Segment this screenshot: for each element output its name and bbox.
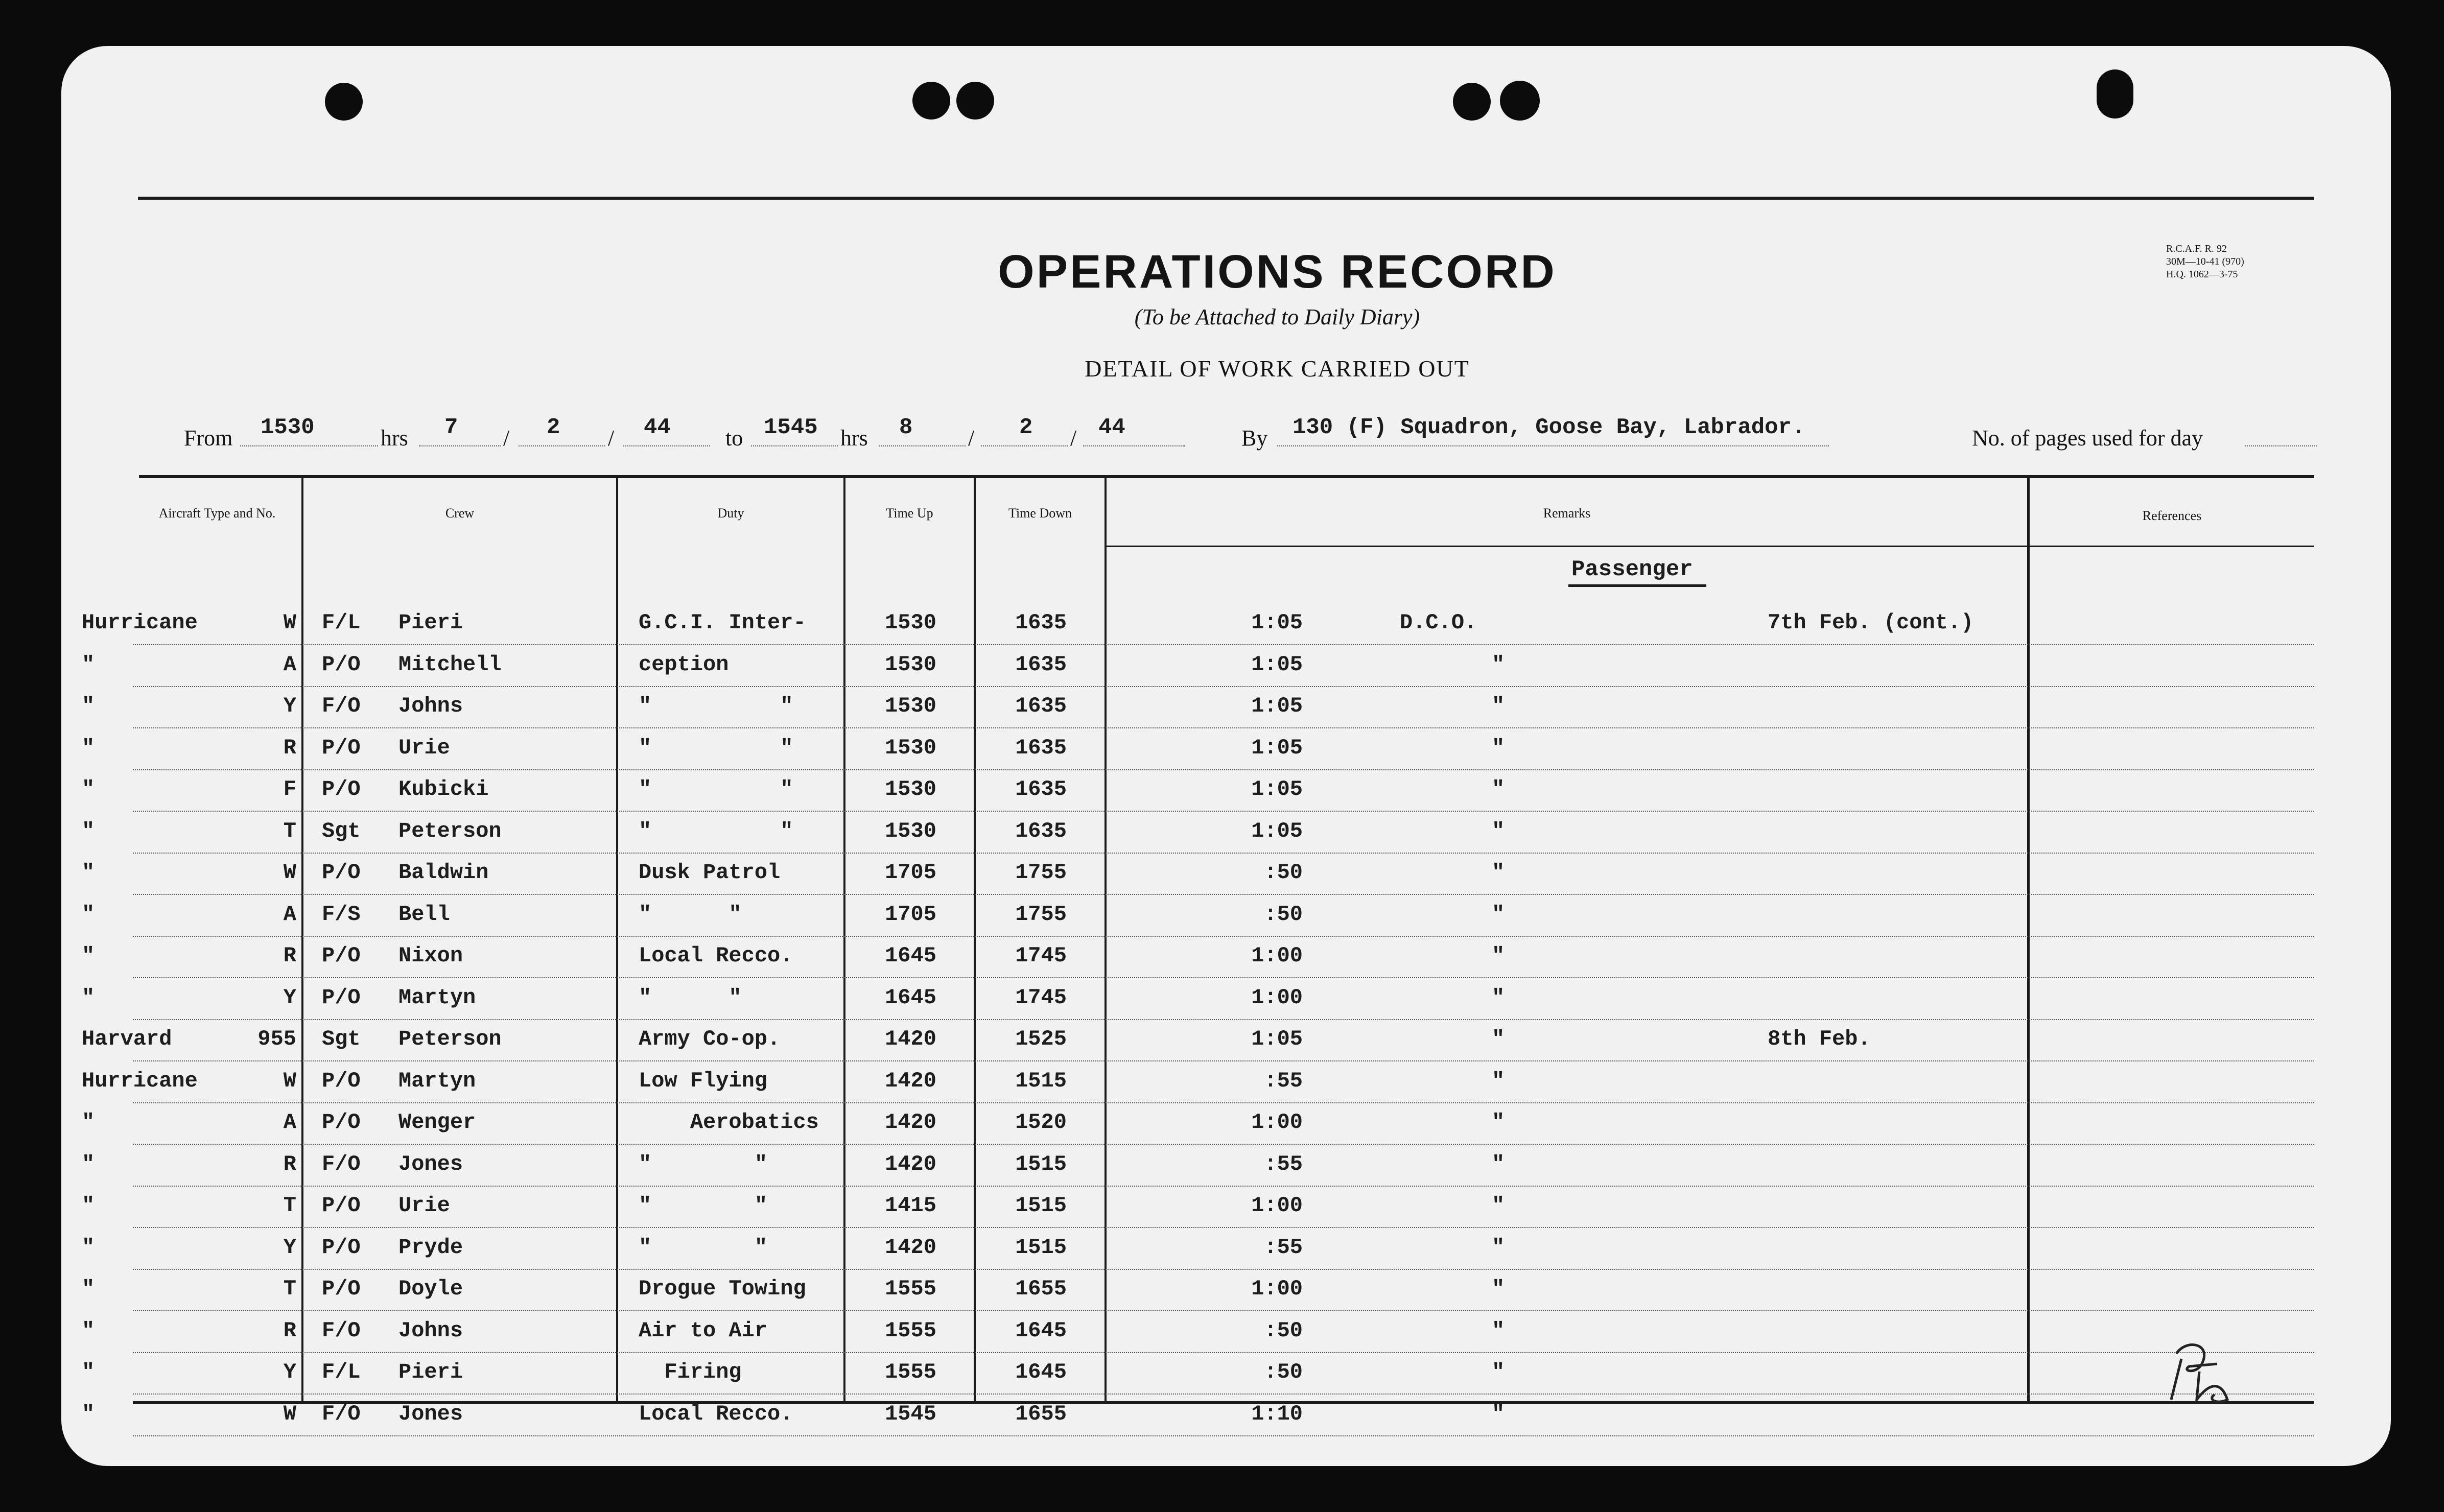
cell-no: A (283, 652, 296, 677)
header-time-up: Time Up (886, 506, 933, 521)
cell-no: Y (283, 1360, 296, 1384)
from-day: 7 (444, 415, 458, 440)
cell-dur: 1:00 (1251, 943, 1303, 968)
cell-rank: P/O (322, 652, 361, 677)
row-rule (133, 644, 2314, 645)
row-rule (133, 1227, 2314, 1228)
cell-up: 1530 (885, 818, 936, 843)
cell-down: 1635 (1015, 818, 1067, 843)
punch-hole (2097, 69, 2133, 119)
cell-no: W (283, 860, 296, 885)
cell-type: Hurricane (82, 1068, 198, 1093)
passenger-label: Passenger (1571, 557, 1693, 582)
cell-down: 1745 (1015, 985, 1067, 1010)
cell-up: 1705 (885, 860, 936, 885)
date-separator: / (968, 426, 975, 451)
from-month: 2 (547, 415, 560, 440)
date-separator: / (503, 426, 510, 451)
cell-type: " (82, 943, 95, 968)
cell-type: " (82, 1110, 95, 1135)
cell-name: Jones (398, 1151, 463, 1176)
cell-dur: 1:00 (1251, 1193, 1303, 1218)
cell-no: R (283, 1151, 296, 1176)
cell-rank: F/O (322, 1401, 361, 1426)
cell-dur: 1:05 (1251, 818, 1303, 843)
cell-up: 1420 (885, 1068, 936, 1093)
cell-no: T (283, 818, 296, 843)
cell-duty: Drogue Towing (639, 1277, 806, 1301)
cell-name: Mitchell (398, 652, 502, 677)
cell-duty: Firing (639, 1360, 742, 1384)
cell-remark: " (1492, 1110, 1505, 1135)
cell-remark: D.C.O. (1400, 610, 1477, 635)
cell-name: Pieri (398, 1360, 463, 1384)
cell-up: 1420 (885, 1235, 936, 1260)
cell-name: Urie (398, 735, 450, 760)
row-rule (133, 727, 2314, 728)
to-month: 2 (1019, 415, 1033, 440)
cell-rank: P/O (322, 985, 361, 1010)
cell-name: Johns (398, 1318, 463, 1343)
cell-name: Jones (398, 1401, 463, 1426)
hrs-label: hrs (840, 426, 868, 451)
cell-name: Pieri (398, 610, 463, 635)
cell-type: " (82, 652, 95, 677)
cell-up: 1420 (885, 1110, 936, 1135)
cell-down: 1645 (1015, 1360, 1067, 1384)
cell-down: 1655 (1015, 1401, 1067, 1426)
cell-type: " (82, 1235, 95, 1260)
cell-type: " (82, 735, 95, 760)
cell-no: T (283, 1277, 296, 1301)
cell-type: " (82, 1193, 95, 1218)
cell-name: Peterson (398, 818, 502, 843)
table-top-rule (139, 475, 2314, 478)
row-rule (133, 1393, 2314, 1395)
cell-down: 1655 (1015, 1277, 1067, 1301)
cell-rank: P/O (322, 1068, 361, 1093)
cell-no: W (283, 610, 296, 635)
from-year: 44 (644, 415, 671, 440)
cell-rank: P/O (322, 1193, 361, 1218)
cell-type: " (82, 860, 95, 885)
header-remarks: Remarks (1543, 506, 1591, 521)
cell-duty: " " (639, 735, 793, 760)
cell-duty: Dusk Patrol (639, 860, 781, 885)
pages-label: No. of pages used for day (1972, 426, 2203, 451)
form-reference (2166, 243, 2244, 281)
cell-duty: " " (639, 694, 793, 718)
to-year: 44 (1098, 415, 1125, 440)
cell-down: 1520 (1015, 1110, 1067, 1135)
cell-up: 1555 (885, 1360, 936, 1384)
row-rule (133, 977, 2314, 978)
header-aircraft: Aircraft Type and No. (158, 506, 276, 521)
form-ref-line: R.C.A.F. R. 92 (2166, 243, 2227, 254)
cell-no: Y (283, 985, 296, 1010)
cell-rank: F/O (322, 1151, 361, 1176)
cell-dur: 1:05 (1251, 735, 1303, 760)
form-ref-line: 30M—10-41 (970) (2166, 256, 2244, 267)
cell-remark: " (1492, 1151, 1505, 1176)
cell-type: " (82, 777, 95, 801)
cell-rank: Sgt (322, 1027, 361, 1051)
cell-down: 1635 (1015, 652, 1067, 677)
cell-duty: Low Flying (639, 1068, 768, 1093)
cell-remark: " (1492, 1193, 1505, 1218)
cell-up: 1530 (885, 610, 936, 635)
cell-duty: " " (639, 1193, 768, 1218)
cell-no: A (283, 902, 296, 927)
cell-duty: Aerobatics (639, 1110, 819, 1135)
row-rule (133, 811, 2314, 812)
cell-up: 1645 (885, 943, 936, 968)
cell-duty: ception (639, 652, 729, 677)
cell-no: T (283, 1193, 296, 1218)
row-rule (133, 936, 2314, 937)
cell-name: Nixon (398, 943, 463, 968)
cell-dur: 1:05 (1251, 1027, 1303, 1051)
cell-remark: " (1492, 1235, 1505, 1260)
row-rule (133, 1102, 2314, 1103)
cell-rank: F/O (322, 1318, 361, 1343)
cell-no: F (283, 777, 296, 801)
section-title: DETAIL OF WORK CARRIED OUT (1085, 356, 1470, 382)
page-title: OPERATIONS RECORD (998, 246, 1557, 298)
cell-remark: " (1492, 1027, 1505, 1051)
cell-name: Peterson (398, 1027, 502, 1051)
cell-up: 1530 (885, 735, 936, 760)
cell-remark: " (1492, 777, 1505, 801)
from-time: 1530 (261, 415, 315, 440)
cell-type: " (82, 1277, 95, 1301)
header-time-down: Time Down (1008, 506, 1072, 521)
from-label: From (184, 426, 233, 451)
cell-dur: 1:05 (1251, 610, 1303, 635)
top-rule (138, 197, 2314, 200)
cell-type: " (82, 1318, 95, 1343)
cell-up: 1530 (885, 652, 936, 677)
header-crew: Crew (445, 506, 475, 521)
cell-name: Johns (398, 694, 463, 718)
punch-hole (1500, 81, 1540, 121)
cell-name: Urie (398, 1193, 450, 1218)
cell-up: 1420 (885, 1151, 936, 1176)
cell-dur: 1:00 (1251, 1277, 1303, 1301)
cell-up: 1420 (885, 1027, 936, 1051)
cell-rank: P/O (322, 1277, 361, 1301)
cell-no: W (283, 1068, 296, 1093)
cell-dur: :50 (1264, 1318, 1303, 1343)
passenger-underline (1568, 584, 1706, 587)
cell-rank: P/O (322, 777, 361, 801)
row-rule (133, 686, 2314, 687)
cell-type: " (82, 1401, 95, 1426)
header-underline (1106, 546, 2314, 547)
cell-rank: F/L (322, 1360, 361, 1384)
cell-type: " (82, 1360, 95, 1384)
cell-no: 955 (257, 1027, 296, 1051)
cell-up: 1530 (885, 777, 936, 801)
cell-duty: G.C.I. Inter- (639, 610, 806, 635)
cell-down: 1515 (1015, 1193, 1067, 1218)
cell-no: A (283, 1110, 296, 1135)
cell-up: 1645 (885, 985, 936, 1010)
cell-name: Doyle (398, 1277, 463, 1301)
date-separator: / (608, 426, 615, 451)
row-rule (133, 1269, 2314, 1270)
cell-rank: F/O (322, 694, 361, 718)
cell-down: 1755 (1015, 860, 1067, 885)
cell-no: R (283, 943, 296, 968)
form-ref-line: H.Q. 1062—3-75 (2166, 269, 2238, 280)
cell-up: 1545 (885, 1401, 936, 1426)
cell-name: Baldwin (398, 860, 489, 885)
cell-dur: 1:00 (1251, 1110, 1303, 1135)
signature-initials (2151, 1323, 2253, 1415)
row-rule (133, 1186, 2314, 1187)
cell-type: " (82, 985, 95, 1010)
cell-name: Kubicki (398, 777, 489, 801)
row-rule (133, 1352, 2314, 1353)
cell-remark: " (1492, 985, 1505, 1010)
cell-remark: " (1492, 943, 1505, 968)
cell-remark: " (1492, 694, 1505, 718)
punch-hole (1453, 83, 1491, 121)
cell-dur: 1:05 (1251, 777, 1303, 801)
to-day: 8 (899, 415, 913, 440)
cell-duty: Air to Air (639, 1318, 768, 1343)
punch-hole (956, 82, 994, 120)
by-label: By (1241, 426, 1268, 451)
cell-note: 7th Feb. (cont.) (1768, 610, 1974, 635)
cell-duty: " " (639, 1151, 768, 1176)
cell-name: Martyn (398, 985, 476, 1010)
cell-rank: Sgt (322, 818, 361, 843)
cell-remark: " (1492, 818, 1505, 843)
cell-up: 1415 (885, 1193, 936, 1218)
cell-down: 1515 (1015, 1235, 1067, 1260)
cell-dur: 1:05 (1251, 652, 1303, 677)
record-card (61, 46, 2391, 1466)
cell-duty: " " (639, 1235, 768, 1260)
cell-remark: " (1492, 1068, 1505, 1093)
cell-duty: Local Recco. (639, 943, 793, 968)
page-subtitle: (To be Attached to Daily Diary) (1134, 304, 1420, 329)
cell-duty: " " (639, 818, 793, 843)
cell-down: 1515 (1015, 1068, 1067, 1093)
cell-no: R (283, 735, 296, 760)
cell-remark: " (1492, 1401, 1505, 1426)
hrs-label: hrs (381, 426, 408, 451)
cell-name: Martyn (398, 1068, 476, 1093)
cell-rank: P/O (322, 735, 361, 760)
cell-name: Bell (398, 902, 450, 927)
cell-down: 1635 (1015, 610, 1067, 635)
cell-down: 1635 (1015, 694, 1067, 718)
cell-remark: " (1492, 652, 1505, 677)
cell-dur: :55 (1264, 1235, 1303, 1260)
cell-name: Pryde (398, 1235, 463, 1260)
row-rule (133, 1435, 2314, 1436)
cell-dur: :50 (1264, 902, 1303, 927)
cell-type: " (82, 818, 95, 843)
cell-up: 1530 (885, 694, 936, 718)
cell-dur: :50 (1264, 1360, 1303, 1384)
cell-down: 1635 (1015, 735, 1067, 760)
cell-down: 1525 (1015, 1027, 1067, 1051)
cell-dur: 1:05 (1251, 694, 1303, 718)
cell-dur: :55 (1264, 1068, 1303, 1093)
cell-duty: " " (639, 985, 742, 1010)
cell-remark: " (1492, 902, 1505, 927)
cell-remark: " (1492, 1360, 1505, 1384)
cell-rank: P/O (322, 1235, 361, 1260)
cell-rank: F/L (322, 610, 361, 635)
date-separator: / (1070, 426, 1077, 451)
cell-no: Y (283, 1235, 296, 1260)
row-rule (133, 853, 2314, 854)
cell-remark: " (1492, 860, 1505, 885)
header-duty: Duty (717, 506, 744, 521)
cell-up: 1555 (885, 1318, 936, 1343)
row-rule (133, 1144, 2314, 1145)
cell-up: 1555 (885, 1277, 936, 1301)
cell-duty: " " (639, 777, 793, 801)
cell-name: Wenger (398, 1110, 476, 1135)
cell-duty: Local Recco. (639, 1401, 793, 1426)
cell-remark: " (1492, 1277, 1505, 1301)
cell-rank: P/O (322, 1110, 361, 1135)
cell-down: 1755 (1015, 902, 1067, 927)
row-rule (133, 769, 2314, 770)
cell-duty: " " (639, 902, 742, 927)
cell-type: Harvard (82, 1027, 172, 1051)
cell-type: " (82, 1151, 95, 1176)
cell-duty: Army Co-op. (639, 1027, 781, 1051)
cell-note: 8th Feb. (1768, 1027, 1871, 1051)
cell-remark: " (1492, 1318, 1505, 1343)
header-references: References (2142, 508, 2202, 523)
cell-dur: :55 (1264, 1151, 1303, 1176)
punch-hole (325, 83, 363, 121)
cell-rank: P/O (322, 943, 361, 968)
cell-dur: 1:00 (1251, 985, 1303, 1010)
to-label: to (725, 426, 743, 451)
row-rule (133, 1019, 2314, 1020)
cell-no: W (283, 1401, 296, 1426)
cell-no: Y (283, 694, 296, 718)
cell-type: " (82, 694, 95, 718)
cell-dur: :50 (1264, 860, 1303, 885)
row-rule (133, 894, 2314, 895)
cell-down: 1745 (1015, 943, 1067, 968)
cell-up: 1705 (885, 902, 936, 927)
cell-dur: 1:10 (1251, 1401, 1303, 1426)
cell-type: " (82, 902, 95, 927)
row-rule (133, 1060, 2314, 1061)
cell-down: 1635 (1015, 777, 1067, 801)
cell-no: R (283, 1318, 296, 1343)
unit-name: 130 (F) Squadron, Goose Bay, Labrador. (1293, 415, 1805, 440)
cell-down: 1645 (1015, 1318, 1067, 1343)
cell-rank: P/O (322, 860, 361, 885)
cell-type: Hurricane (82, 610, 198, 635)
cell-down: 1515 (1015, 1151, 1067, 1176)
row-rule (133, 1310, 2314, 1311)
cell-rank: F/S (322, 902, 361, 927)
to-time: 1545 (764, 415, 818, 440)
punch-hole (912, 82, 950, 120)
cell-remark: " (1492, 735, 1505, 760)
